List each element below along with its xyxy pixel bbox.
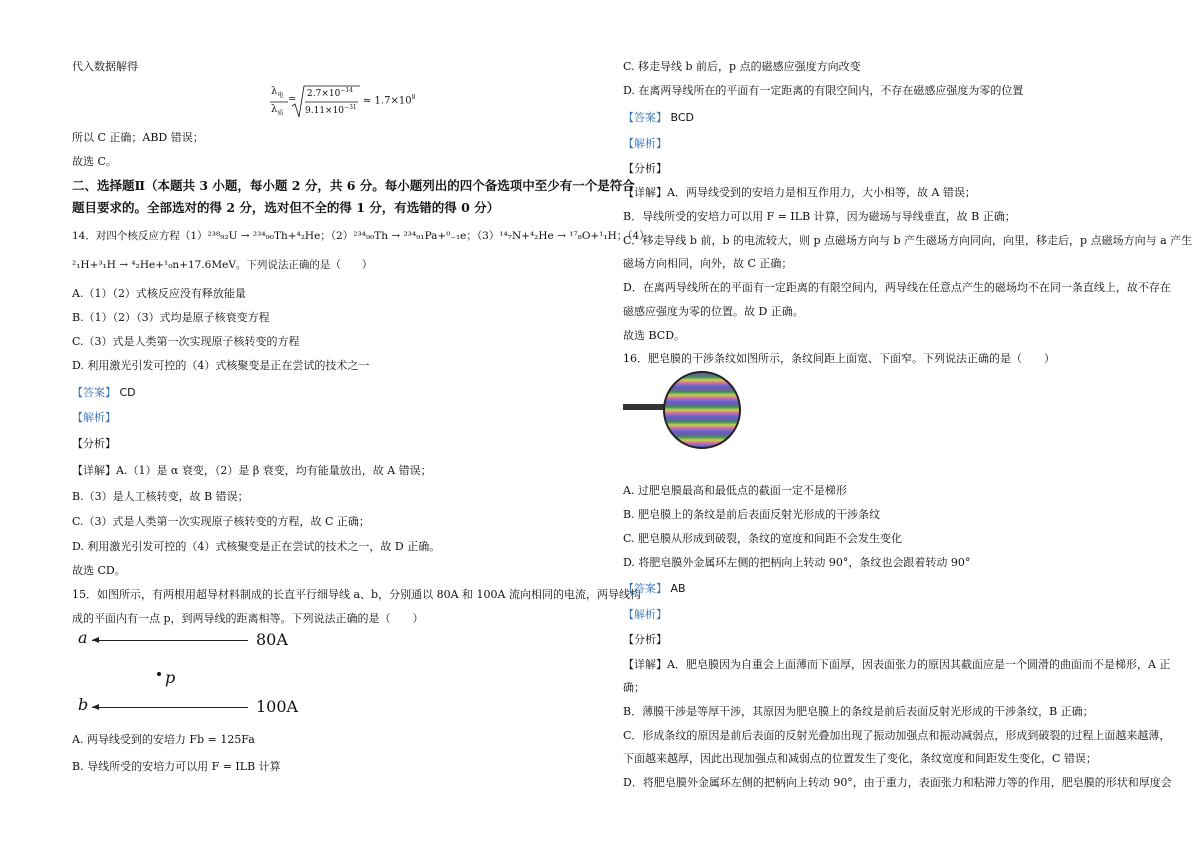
question-16: 16．肥皂膜的干涉条纹如图所示，条纹间距上面宽、下面窄。下列说法正确的是（ ） [623, 352, 1055, 365]
option-d: D. 将肥皂膜外金属环左侧的把柄向上转动 90°，条纹也会跟着转动 90° [623, 556, 971, 569]
film-ring [663, 371, 741, 449]
detail-line: 故选 BCD。 [623, 329, 686, 342]
option-b: B. 导线所受的安培力可以用 F = ILB 计算 [72, 760, 281, 773]
detail-line: 【详解】A．两导线受到的安培力是相互作用力，大小相等，故 A 错误； [623, 186, 976, 199]
detail-line: 磁感应强度为零的位置。故 D 正确。 [623, 305, 804, 318]
current-b: 100A [256, 697, 299, 716]
analysis-heading: 【分析】 [623, 162, 667, 175]
wire-a [92, 640, 248, 641]
wire-b-label: b [78, 695, 89, 714]
result: ≈ $1.7\times 10^8$ [363, 94, 416, 107]
option-b: B. 肥皂膜上的条纹是前后表面反射光形成的干涉条纹 [623, 508, 881, 521]
analysis-heading: 【分析】 [623, 633, 667, 646]
detail-line: C．形成条纹的原因是前后表面的反射光叠加出现了振动加强点和振动减弱点，形成到破裂的过程上面越来越薄， [623, 729, 1171, 742]
detail-line: 确； [623, 681, 645, 694]
detail-line: C．移走导线 b 前，b 的电流较大，则 p 点磁场方向与 b 产生磁场方向同向，向里，移走后，p 点磁场方向与 a 产生 [623, 234, 1193, 247]
option-d: D. 在离两导线所在的平面有一定距离的有限空间内，不存在磁感应强度为零的位置 [623, 84, 1024, 97]
answer-15: 【答案】 BCD [623, 111, 695, 124]
analysis-tag: 【解析】 [623, 608, 667, 621]
analysis-tag: 【解析】 [623, 137, 667, 150]
detail-line: B.（3）是人工核转变，故 B 错误； [72, 490, 249, 503]
question-15-cont: 成的平面内有一点 p，到两导线的距离相等。下列说法正确的是（ ） [72, 612, 424, 625]
detail-line: 故选 CD。 [72, 564, 126, 577]
arrow-left-icon [92, 704, 99, 710]
answer-16: 【答案】 AB [623, 582, 686, 595]
section-heading: 二、选择题Ⅱ（本题共 3 小题，每小题 2 分，共 6 分。每小题列出的四个备选项中至少有一个是符合 [72, 178, 635, 193]
option-a: A. 两导线受到的安培力 Fb = 125Fa [72, 733, 255, 746]
text-line: 故选 C。 [72, 155, 117, 168]
option-b: B.（1）（2）（3）式均是原子核衰变方程 [72, 311, 270, 324]
question-14-cont: ²₁H+³₁H → ⁴₂He+¹₀n+17.6MeV。下列说法正确的是（ ） [72, 259, 373, 271]
text-line: 所以 C 正确；ABD 错误； [72, 131, 204, 144]
option-c: C.（3）式是人类第一次实现原子核转变的方程 [72, 335, 300, 348]
detail-line: D．在离两导线所在的平面有一定距离的有限空间内，两导线在任意点产生的磁场均不在同一条直线上，故不存在 [623, 281, 1171, 294]
detail-line: B．薄膜干涉是等厚干涉，其原因为肥皂膜上的条纹是前后表面反射光形成的干涉条纹，B 正确； [623, 705, 1094, 718]
question-15: 15．如图所示，有两根用超导材料制成的长直平行细导线 a、b，分别通以 80A 和 100A 流向相同的电流，两导线构 [72, 588, 641, 601]
rad-top: $2.7\times 10^{-14}$ [307, 87, 353, 99]
analysis-heading: 【分析】 [72, 437, 116, 450]
wire-b [92, 707, 248, 708]
answer-14: 【答案】 CD [72, 386, 136, 399]
detail-line: 【详解】A．肥皂膜因为自重会上面薄而下面厚，因表面张力的原因其截面应是一个圆滑的曲面而不是梯形，A 正 [623, 658, 1171, 671]
detail-line: C.（3）式是人类第一次实现原子核转变的方程，故 C 正确； [72, 515, 370, 528]
option-a: A.（1）（2）式核反应没有释放能量 [72, 287, 246, 300]
section-heading: 题目要求的。全部选对的得 2 分，选对但不全的得 1 分，有选错的得 0 分） [72, 200, 500, 215]
soap-film-image [623, 371, 743, 447]
question-14: 14．对四个核反应方程（1）²³⁸₉₂U → ²³⁴₉₀Th+⁴₂He；（2）²³⁴₉₀Th → ²³⁴₉₁Pa+⁰₋₁e；（3）¹⁴₇N+⁴₂He → ¹⁷₈O+¹₁H；（4） [72, 230, 650, 242]
detail-line: B．导线所受的安培力可以用 F = ILB 计算，因为磁场与导线垂直，故 B 正确； [623, 210, 1016, 223]
wire-a-label: a [78, 628, 88, 647]
point-p-label: p [165, 668, 176, 687]
point-p [157, 672, 161, 676]
option-a: A. 过肥皂膜最高和最低点的截面一定不是梯形 [623, 484, 847, 497]
detail-line: 磁场方向相同，向外，故 C 正确； [623, 257, 793, 270]
text-line: 代入数据解得 [72, 60, 138, 73]
lambda-bottom: $\lambda_质$ [271, 104, 284, 117]
detail-line: 下面越来越厚，因此出现加强点和减弱点的位置发生了变化，条纹宽度和间距发生变化，C 错误； [623, 752, 1097, 765]
equals: = [288, 94, 297, 105]
detail-line: D．将肥皂膜外金属环左侧的把柄向上转动 90°，由于重力，表面张力和粘滞力等的作用，肥皂膜的形状和厚度会 [623, 776, 1172, 789]
analysis-tag: 【解析】 [72, 411, 116, 424]
detail-line: D. 利用激光引发可控的（4）式核聚变是正在尝试的技术之一，故 D 正确。 [72, 540, 441, 553]
current-a: 80A [256, 630, 288, 649]
formula-ratio [268, 84, 418, 120]
option-c: C. 肥皂膜从形成到破裂，条纹的宽度和间距不会发生变化 [623, 532, 903, 545]
handle [623, 404, 667, 410]
lambda-top: $\lambda_电$ [271, 86, 284, 99]
option-c: C. 移走导线 b 前后，p 点的磁感应强度方向改变 [623, 60, 861, 73]
option-d: D. 利用激光引发可控的（4）式核聚变是正在尝试的技术之一 [72, 359, 370, 372]
arrow-left-icon [92, 637, 99, 643]
detail-line: 【详解】A.（1）是 α 衰变，（2）是 β 衰变，均有能量放出，故 A 错误； [72, 464, 432, 477]
rad-bottom: $9.11\times 10^{-31}$ [305, 104, 357, 116]
